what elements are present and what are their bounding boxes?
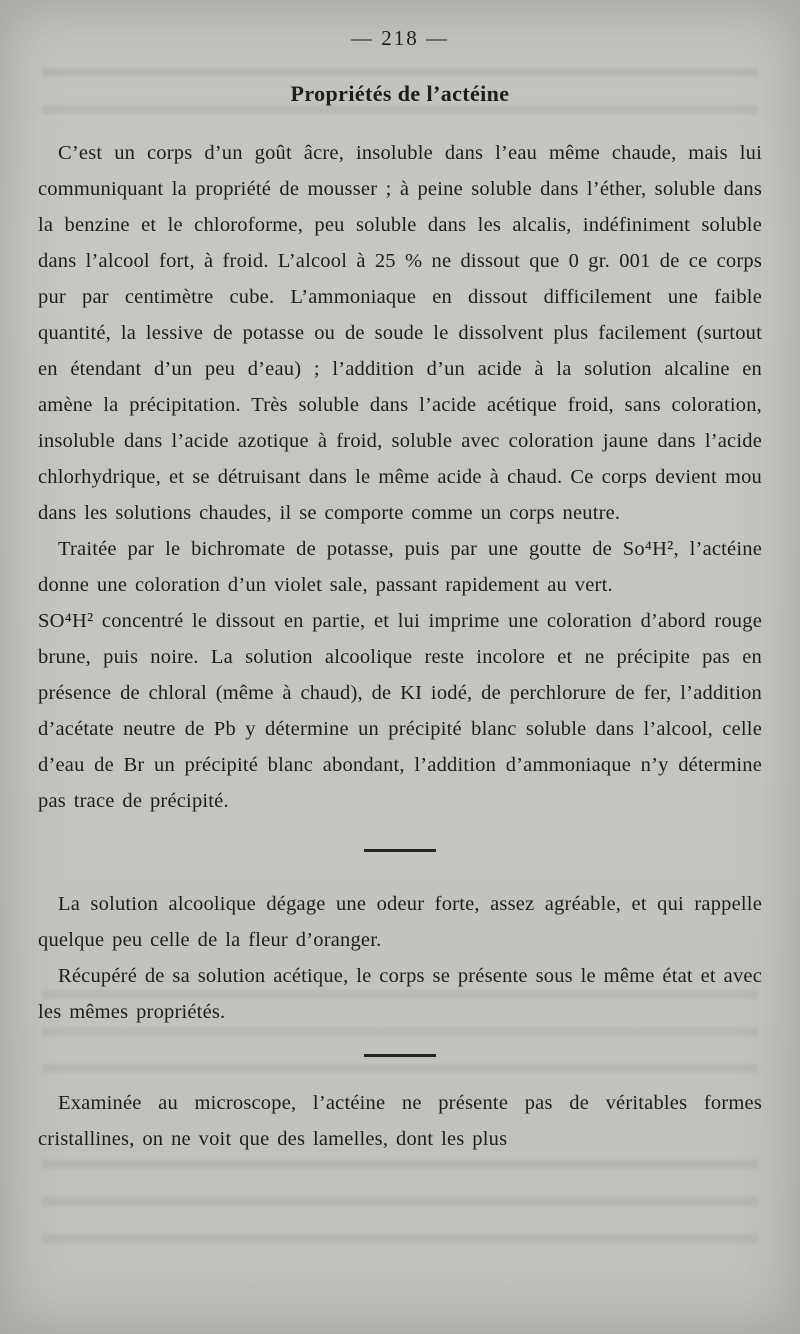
paragraph-bichromate-reaction: Traitée par le bichromate de potasse, puis par une goutte de So⁴H², l’actéine donne une coloration d’un violet sale, passant rapidement au vert. [38, 538, 762, 596]
page-title: Propriétés de l’actéine [290, 81, 510, 106]
paragraph-recovered-state: Récupéré de sa solution acétique, le corps se présente sous le même état et avec les mêmes propriétés. [38, 965, 762, 1023]
paragraph-sulfuric-acid-reaction: SO⁴H² concentré le dissout en partie, et lui imprime une coloration d’abord rouge brune, puis noire. La solution alcoolique reste incolore et ne précipite pas en présence de chloral (même à chaud), de KI iodé, de perchlorure de fer, l’addition d’acétate neutre de Pb y détermine un précipité blanc soluble dans l’alcool, celle d’eau de Br un précipité blanc abondant, l’addition d’ammoniaque n’y détermine pas trace de précipité. [38, 610, 762, 812]
section-divider [364, 1054, 436, 1057]
page-number: — 218 — [351, 26, 449, 50]
paragraph-odor: La solution alcoolique dégage une odeur forte, assez agréable, et qui rappelle quelque peu celle de la fleur d’oranger. [38, 893, 762, 951]
paragraph-acteine-solubility: C’est un corps d’un goût âcre, insoluble dans l’eau même chaude, mais lui communiquant la propriété de mousser ; à peine soluble dans l’éther, soluble dans la benzine et le chloroforme, peu soluble dans les alcalis, indéfiniment soluble dans l’alcool fort, à froid. L’alcool à 25 % ne dissout que 0 gr. 001 de ce corps pur par centimètre cube. L’ammoniaque en dissout difficilement une faible quantité, la lessive de potasse ou de soude le dissolvent plus facilement (surtout en étendant d’un peu d’eau) ; l’addition d’un acide à la solution alcaline en amène la précipitation. Très soluble dans l’acide acétique froid, sans coloration, insoluble dans l’acide azotique à froid, soluble avec coloration jaune dans l’acide chlorhydrique, et se détruisant dans le même acide à chaud. Ce corps devient mou dans les solutions chaudes, il se comporte comme un corps neutre. [38, 142, 762, 524]
page-body [38, 135, 762, 1157]
bleedthrough-texture [42, 1150, 758, 1250]
section-divider [364, 849, 436, 852]
paragraph-microscope: Examinée au microscope, l’actéine ne présente pas de véritables formes cristallines, on ne voit que des lamelles, dont les plus [38, 1092, 762, 1150]
